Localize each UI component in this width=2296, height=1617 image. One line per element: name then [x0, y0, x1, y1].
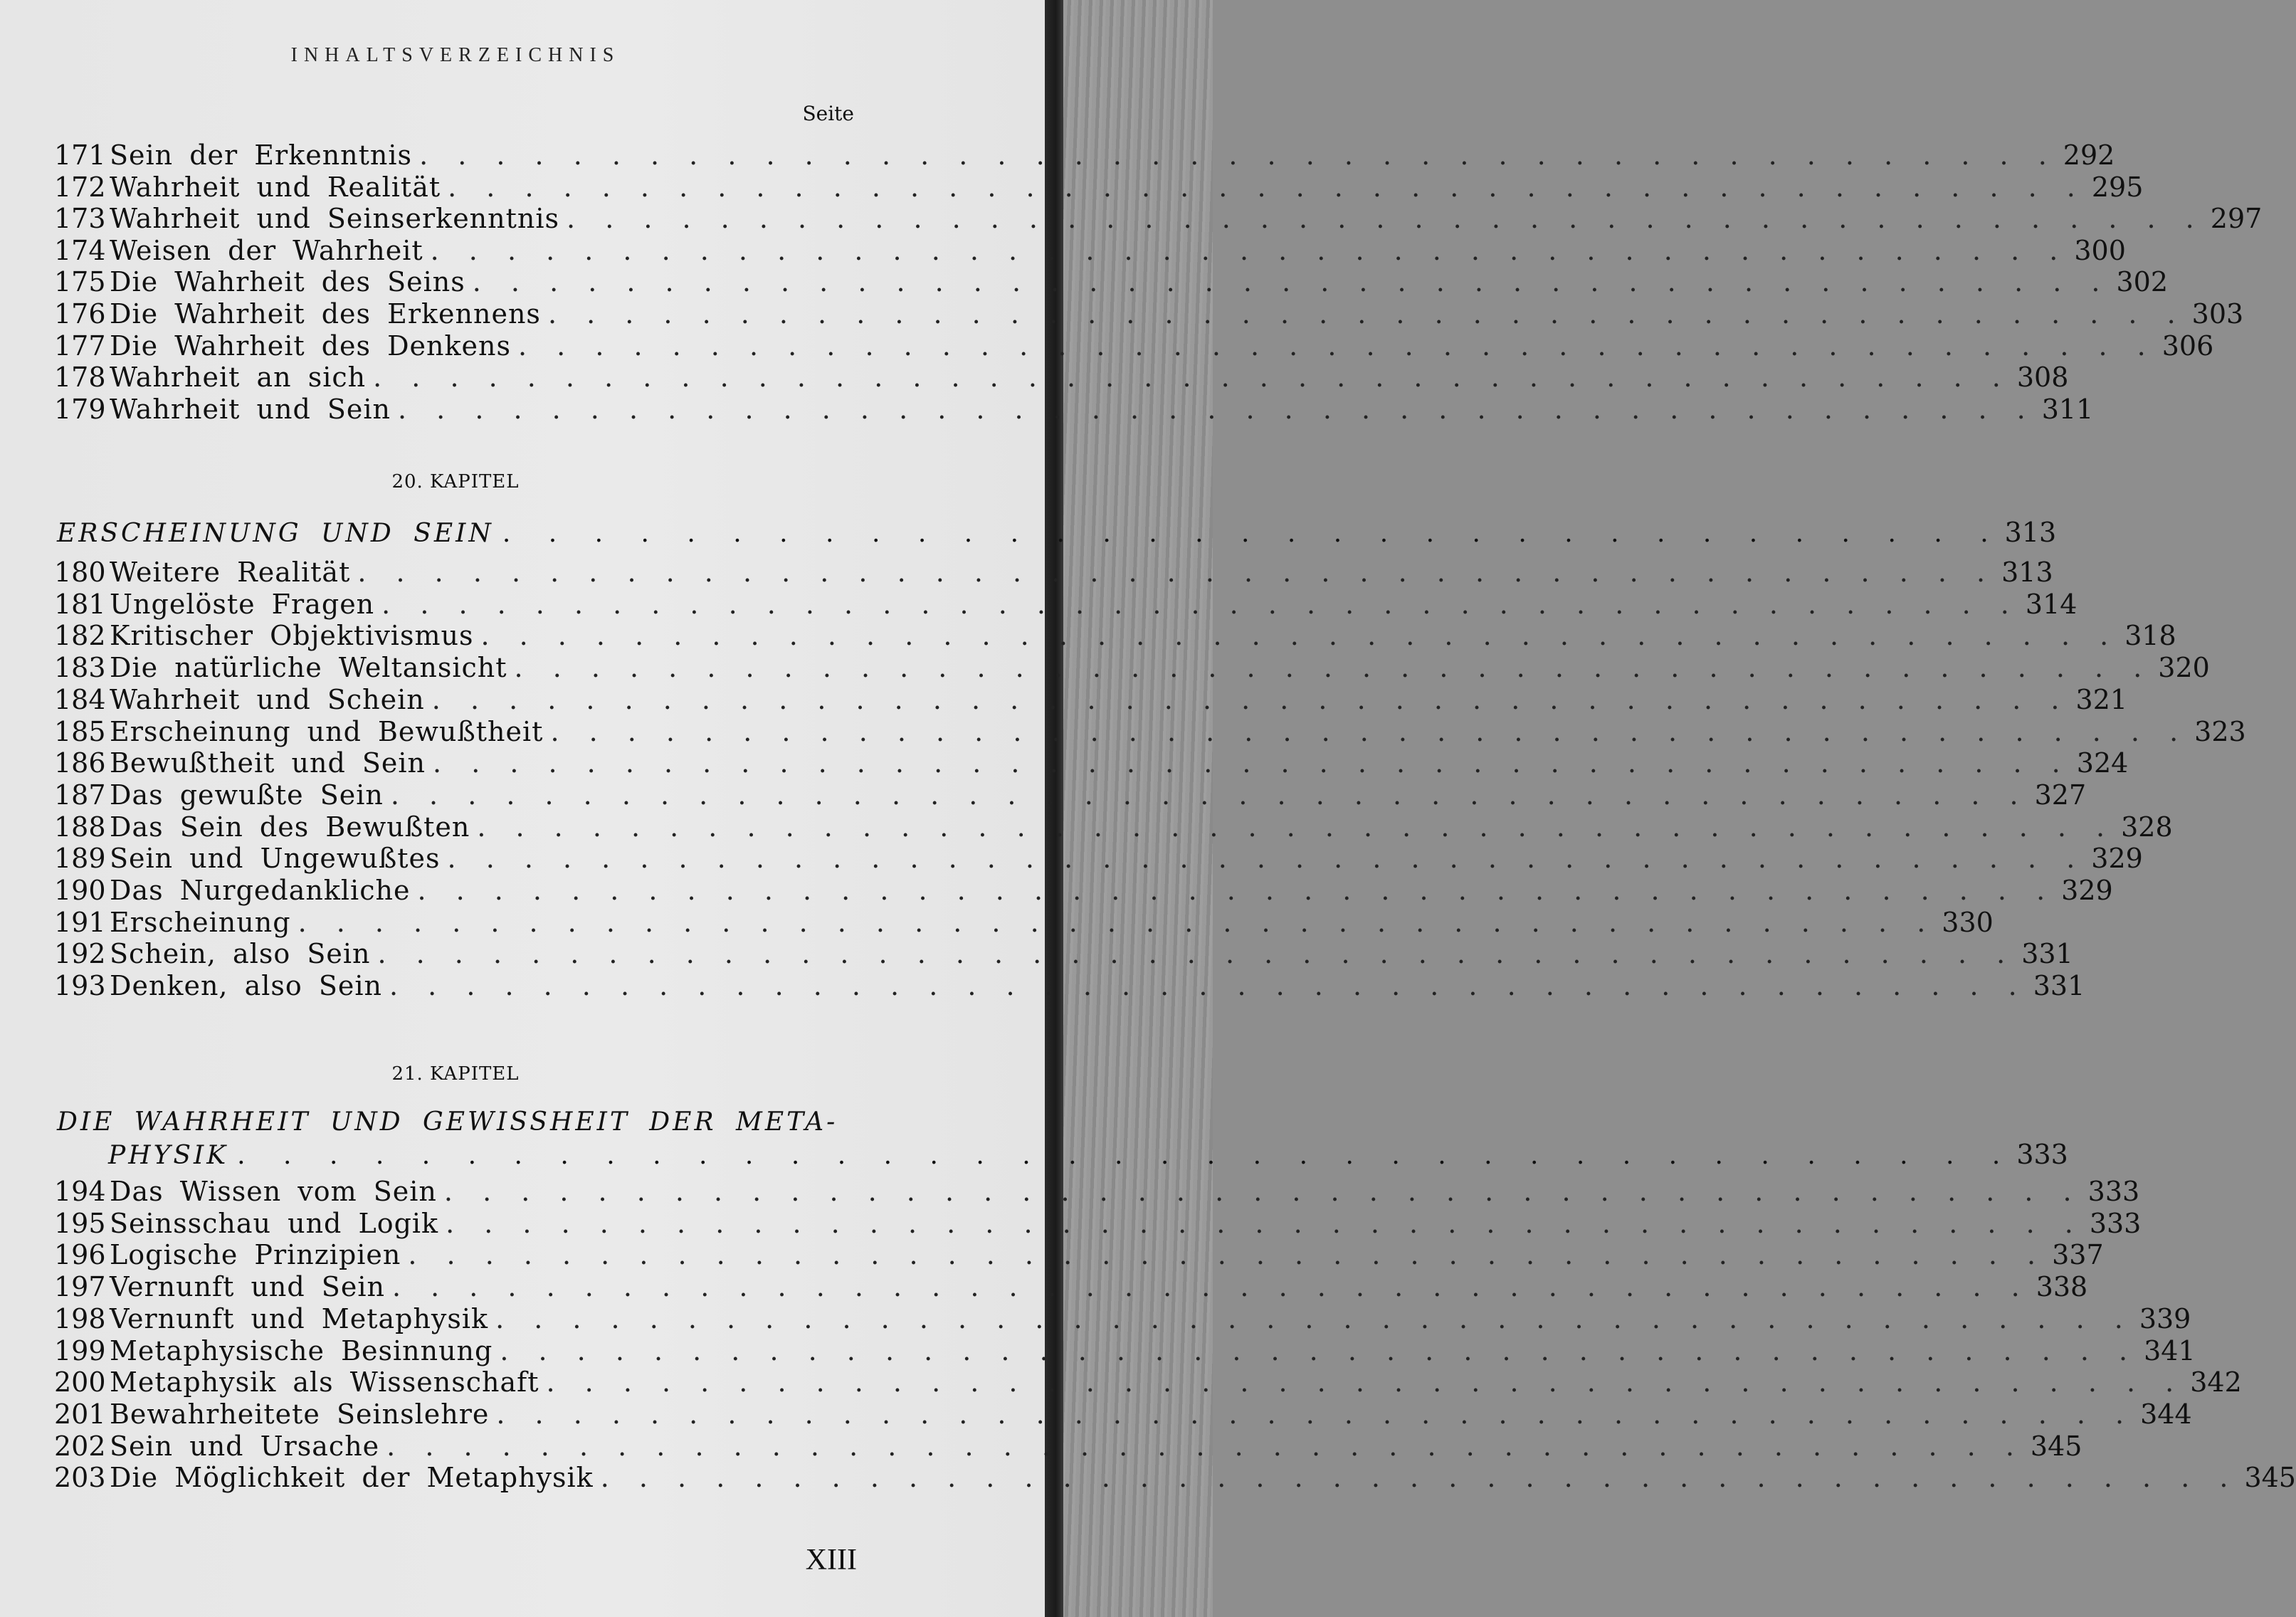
entry-number: 188: [54, 811, 106, 843]
entry-number: 201: [54, 1398, 106, 1430]
entry-page: 320: [2158, 652, 2210, 684]
leader-dots: . . . . . . . . . . . . . . . . . . . . . . . . . . . . . . . . . . . . . . . . . . .: [600, 1462, 2239, 1494]
entry-number: 171: [54, 139, 106, 171]
toc-entry: [54, 779, 2087, 811]
entry-title: Weisen der Wahrheit: [110, 234, 423, 266]
entry-number: 202: [54, 1430, 106, 1462]
toc-entry: [54, 139, 2115, 171]
entry-page: 338: [2036, 1271, 2088, 1303]
leader-dots: . . . . . . . . . . . . . . . . . . . . . . . . . . . . . . . . . . . . . . . . . . .: [477, 811, 2116, 843]
entry-number: 190: [54, 875, 106, 906]
entry-page: 328: [2121, 811, 2173, 843]
entry-page: 311: [2041, 393, 2094, 425]
entry-page: 302: [2116, 266, 2169, 298]
entry-title: Wahrheit und Seinserkenntnis: [110, 203, 560, 235]
entry-number: 199: [54, 1334, 106, 1366]
entry-title: Das Sein des Bewußten: [110, 811, 470, 843]
toc-entry: [54, 362, 2069, 394]
entry-number: 203: [54, 1462, 106, 1494]
leader-dots: . . . . . . . . . . . . . . . . . . . . . . . . . . . . . . . . . . . . . . . . . . .: [546, 1366, 2185, 1399]
entry-number: 191: [54, 906, 106, 938]
entry-page: 341: [2144, 1334, 2196, 1366]
chapter-21-title-line1: [57, 1107, 854, 1137]
entry-page: 327: [2034, 779, 2087, 811]
entry-number: 197: [54, 1271, 106, 1303]
leader-dots: . . . . . . . . . . . . . . . . . . . . . . . . . . . . . . . . . . . . . . . . . . .: [408, 1239, 2047, 1271]
leader-dots: . . . . . . . . . . . . . . . . . . . . . . . . . . . . . . . . . . . . . . . . . . .: [446, 1207, 2084, 1239]
toc-entry: [54, 747, 2129, 779]
entry-title: Metaphysik als Wissenschaft: [110, 1366, 539, 1399]
entry-page: 295: [2091, 171, 2144, 203]
toc-entry: [54, 715, 2246, 747]
entry-number: 179: [54, 393, 106, 425]
toc-entry: [54, 875, 2113, 906]
leader-dots: . . . . . . . . . . . . . . . . . . . . . . . . . . . . . . . . . . . . . . . . . . .: [417, 875, 2056, 906]
leader-dots: . . . . . . . . . . . . . . . . . . . . . . . . . . . . . . . . . . . . . . . . . . .: [386, 1430, 2025, 1462]
entry-title: Weitere Realität: [110, 557, 351, 588]
entry-page: 323: [2194, 715, 2246, 747]
entry-title: Die Wahrheit des Erkennens: [110, 298, 541, 330]
entry-page: 333: [2089, 1207, 2142, 1239]
entry-page: 329: [2061, 875, 2113, 906]
entry-title: Sein der Erkenntnis: [110, 139, 413, 171]
entry-number: 183: [54, 652, 106, 684]
toc-entry: [54, 1239, 2104, 1271]
entry-page: 331: [2021, 938, 2073, 970]
entry-title: Wahrheit an sich: [110, 362, 367, 394]
entry-page: 318: [2124, 620, 2176, 652]
entry-title: Sein und Ursache: [110, 1430, 380, 1462]
toc-entry: [54, 652, 2210, 684]
entry-page: 342: [2190, 1366, 2242, 1399]
toc-entry: [54, 620, 2176, 652]
entry-page: 339: [2139, 1302, 2191, 1334]
entry-number: 195: [54, 1207, 106, 1239]
toc-entry: [54, 938, 2073, 970]
leader-dots: . . . . . . . . . . . . . . . . . . . . . . . . . . . . . . . . . . . . . . . . . . .: [390, 779, 2029, 811]
entry-title: Sein und Ungewußtes: [110, 843, 441, 875]
entry-number: 196: [54, 1239, 106, 1271]
entry-title: Erscheinung: [110, 906, 291, 938]
toc-entry: [54, 588, 2078, 620]
leader-dots: . . . . . . . . . . . . . . . . . . . . . . . . . . . . . . . . . . . . . . . . . . .: [443, 1176, 2082, 1207]
toc-entry: [54, 393, 2094, 425]
entry-number: 178: [54, 362, 106, 394]
leader-dots: . . . . . . . . . . . . . . . . . . . . . . . . . . . . . . . . . . . . . . . . . . .: [547, 298, 2186, 330]
toc-entry: [54, 203, 2263, 235]
entry-title: Das Nurgedankliche: [110, 875, 411, 906]
chapter-21-title-text-1: DIE WAHRHEIT UND GEWISSHEIT DER META-: [57, 1107, 838, 1137]
toc-entry: [54, 171, 2144, 203]
leader-dots: . . . . . . . . . . . . . . . . . . . . . . . . . . . . . . . . . . . . . . . . . . .: [377, 938, 2016, 970]
leader-dots: . . . . . . . . . . . . . . . . . . . . . . . . . . . . . . . . . . . . . . . . . . .: [430, 234, 2069, 266]
leader-dots: . . . . . . . . . . . . . . . . . . . . . . . . . . . . . . . . . . . . . . . . . . .: [433, 747, 2071, 779]
entry-title: Metaphysische Besinnung: [110, 1334, 493, 1366]
entry-title: Bewahrheitete Seinslehre: [110, 1398, 490, 1430]
entry-number: 192: [54, 938, 106, 970]
entry-number: 187: [54, 779, 106, 811]
entry-title: Vernunft und Sein: [110, 1271, 385, 1303]
leader-dots: . . . . . . . . . . . . . . . . . . . . . . . . . . . . . . . . . . . . . . . . . . .: [447, 843, 2086, 875]
entry-page: 330: [1942, 906, 1994, 938]
toc-entry: [54, 843, 2143, 875]
toc-entry: [54, 1302, 2191, 1334]
entry-page: 292: [2063, 139, 2115, 171]
leader-dots: . . . . . . . . . . . . . . . . . . . . . . . . . . . . . . . . . . . . . . . . . . .: [472, 266, 2111, 298]
chapter-20-label: 20. KAPITEL: [391, 471, 520, 493]
leader-dots: . . . . . . . . . . . . . . . . . . . . . . . . . . . . . . . . . . . . . . . . . . .: [567, 203, 2205, 235]
entry-title: Ungelöste Fragen: [110, 588, 375, 620]
leader-dots: . . . . . . . . . . . . . . . . . . . . . . . . . . . . . . . . . . . . . . .: [237, 1141, 2011, 1170]
entry-number: 182: [54, 620, 106, 652]
entry-title: Die Wahrheit des Denkens: [110, 330, 512, 362]
entry-number: 185: [54, 715, 106, 747]
chapter-20-title-text: ERSCHEINUNG UND SEIN: [57, 519, 494, 548]
entry-page: 331: [2033, 970, 2085, 1002]
entry-page: 345: [2244, 1462, 2296, 1494]
entry-title: Seinsschau und Logik: [110, 1207, 439, 1239]
toc-entry: [54, 1334, 2196, 1366]
toc-entry: [54, 330, 2214, 362]
page-number: XIII: [805, 1544, 857, 1576]
entry-number: 193: [54, 970, 106, 1002]
entry-title: Kritischer Objektivismus: [110, 620, 474, 652]
leader-dots: . . . . . . . . . . . . . . . . . . . . . . . . . . . . . . . . . . . . . . . . . . .: [518, 330, 2157, 362]
entry-page: 306: [2161, 330, 2214, 362]
entry-page: 297: [2210, 203, 2263, 235]
toc-entry: [54, 266, 2169, 298]
toc-entry: [54, 557, 2053, 588]
entry-number: 200: [54, 1366, 106, 1399]
chapter-21-label: 21. KAPITEL: [391, 1063, 520, 1085]
leader-dots: . . . . . . . . . . . . . . . . . . . . . . . . . . . . . . . . . . . . . . . . . . .: [431, 683, 2070, 715]
entry-number: 180: [54, 557, 106, 588]
entry-title: Schein, also Sein: [110, 938, 371, 970]
chapter-20-page: 313: [2004, 517, 2057, 548]
leader-dots: . . . . . . . . . . . . . . . . . . . . . . . . . . . . . . . . . . . . . . . . . . .: [500, 1334, 2139, 1366]
leader-dots: . . . . . . . . . . . . . . . . . . . . . . . . . . . . . . . . . . . . . . . . . . .: [389, 970, 2028, 1002]
entry-title: Die Wahrheit des Seins: [110, 266, 465, 298]
entry-title: Logische Prinzipien: [110, 1239, 401, 1271]
entry-page: 324: [2076, 747, 2129, 779]
entry-title: Wahrheit und Sein: [110, 393, 391, 425]
chapter-21-page: 333: [2016, 1139, 2068, 1170]
leader-dots: . . . . . . . . . . . . . . . . . . . . . . . . . . . . . . . . . . . . . . . . . . .: [496, 1398, 2135, 1430]
toc-entry: [54, 1430, 2082, 1462]
page-header: INHALTSVERZEICHNIS: [290, 44, 621, 66]
leader-dots: . . . . . . . . . . . . . . . . . . . . . . . . . . . . . . . . . . . . . . . . . . .: [419, 139, 2058, 171]
leader-dots: . . . . . . . . . . . . . . . . . . . . . . . . . . . . . . . . . . . . . . . . . . .: [381, 588, 2020, 620]
toc-entry: [54, 1207, 2142, 1239]
entry-page: 345: [2030, 1430, 2082, 1462]
toc-entry: [54, 298, 2244, 330]
seite-column-label: Seite: [802, 102, 854, 125]
leader-dots: . . . . . . . . . . . . . . . . . . . . . . . . . . . . . . . . .: [502, 519, 1999, 548]
entry-page: 313: [2001, 557, 2053, 588]
entry-title: Das Wissen vom Sein: [110, 1176, 437, 1207]
toc-entry: [54, 1271, 2088, 1303]
entry-page: 344: [2140, 1398, 2192, 1430]
leader-dots: . . . . . . . . . . . . . . . . . . . . . . . . . . . . . . . . . . . . . . . . . . .: [297, 906, 1937, 938]
toc-entry: [54, 683, 2128, 715]
entry-page: 300: [2074, 234, 2126, 266]
entry-title: Bewußtheit und Sein: [110, 747, 426, 779]
leader-dots: . . . . . . . . . . . . . . . . . . . . . . . . . . . . . . . . . . . . . . . . . . .: [357, 557, 1996, 588]
entry-title: Erscheinung und Bewußtheit: [110, 715, 544, 747]
leader-dots: . . . . . . . . . . . . . . . . . . . . . . . . . . . . . . . . . . . . . . . . . . .: [514, 652, 2153, 684]
toc-entry: [54, 234, 2126, 266]
entry-page: 337: [2052, 1239, 2104, 1271]
leader-dots: . . . . . . . . . . . . . . . . . . . . . . . . . . . . . . . . . . . . . . . . . . .: [391, 1271, 2031, 1303]
toc-entry: [54, 811, 2173, 843]
entry-title: Das gewußte Sein: [110, 779, 384, 811]
entry-title: Wahrheit und Realität: [110, 171, 441, 203]
toc-entry: [54, 1366, 2242, 1399]
chapter-21-title-line2: [108, 1139, 2068, 1170]
entry-page: 321: [2075, 683, 2128, 715]
entry-number: 173: [54, 203, 106, 235]
entry-title: Denken, also Sein: [110, 970, 382, 1002]
leader-dots: . . . . . . . . . . . . . . . . . . . . . . . . . . . . . . . . . . . . . . . . . . .: [448, 171, 2086, 203]
entry-title: Die Möglichkeit der Metaphysik: [110, 1462, 594, 1494]
toc-entry: [54, 970, 2085, 1002]
entry-number: 189: [54, 843, 106, 875]
entry-page: 308: [2016, 362, 2069, 394]
entry-number: 174: [54, 234, 106, 266]
entry-title: Wahrheit und Schein: [110, 683, 425, 715]
entry-title: Die natürliche Weltansicht: [110, 652, 507, 684]
entry-number: 181: [54, 588, 106, 620]
toc-entry: [54, 1176, 2140, 1207]
chapter-20-title: [57, 517, 2057, 548]
entry-number: 176: [54, 298, 106, 330]
entry-number: 186: [54, 747, 106, 779]
entry-number: 194: [54, 1176, 106, 1207]
entry-number: 172: [54, 171, 106, 203]
entry-number: 177: [54, 330, 106, 362]
leader-dots: . . . . . . . . . . . . . . . . . . . . . . . . . . . . . . . . . . . . . . . . . . .: [480, 620, 2119, 652]
entry-page: 333: [2087, 1176, 2140, 1207]
toc-entry: [54, 906, 1994, 938]
toc-entry: [54, 1462, 2296, 1494]
leader-dots: . . . . . . . . . . . . . . . . . . . . . . . . . . . . . . . . . . . . . . . . . . .: [373, 362, 2011, 394]
leader-dots: . . . . . . . . . . . . . . . . . . . . . . . . . . . . . . . . . . . . . . . . . . .: [495, 1302, 2134, 1334]
leader-dots: . . . . . . . . . . . . . . . . . . . . . . . . . . . . . . . . . . . . . . . . . . .: [398, 393, 2036, 425]
entry-page: 329: [2091, 843, 2143, 875]
toc-entry: [54, 1398, 2192, 1430]
entry-number: 184: [54, 683, 106, 715]
entry-number: 175: [54, 266, 106, 298]
chapter-21-title-text-2: PHYSIK: [108, 1141, 229, 1170]
entry-page: 303: [2191, 298, 2244, 330]
entry-title: Vernunft und Metaphysik: [110, 1302, 489, 1334]
entry-page: 314: [2025, 588, 2078, 620]
leader-dots: . . . . . . . . . . . . . . . . . . . . . . . . . . . . . . . . . . . . . . . . . . .: [550, 715, 2189, 747]
entry-number: 198: [54, 1302, 106, 1334]
